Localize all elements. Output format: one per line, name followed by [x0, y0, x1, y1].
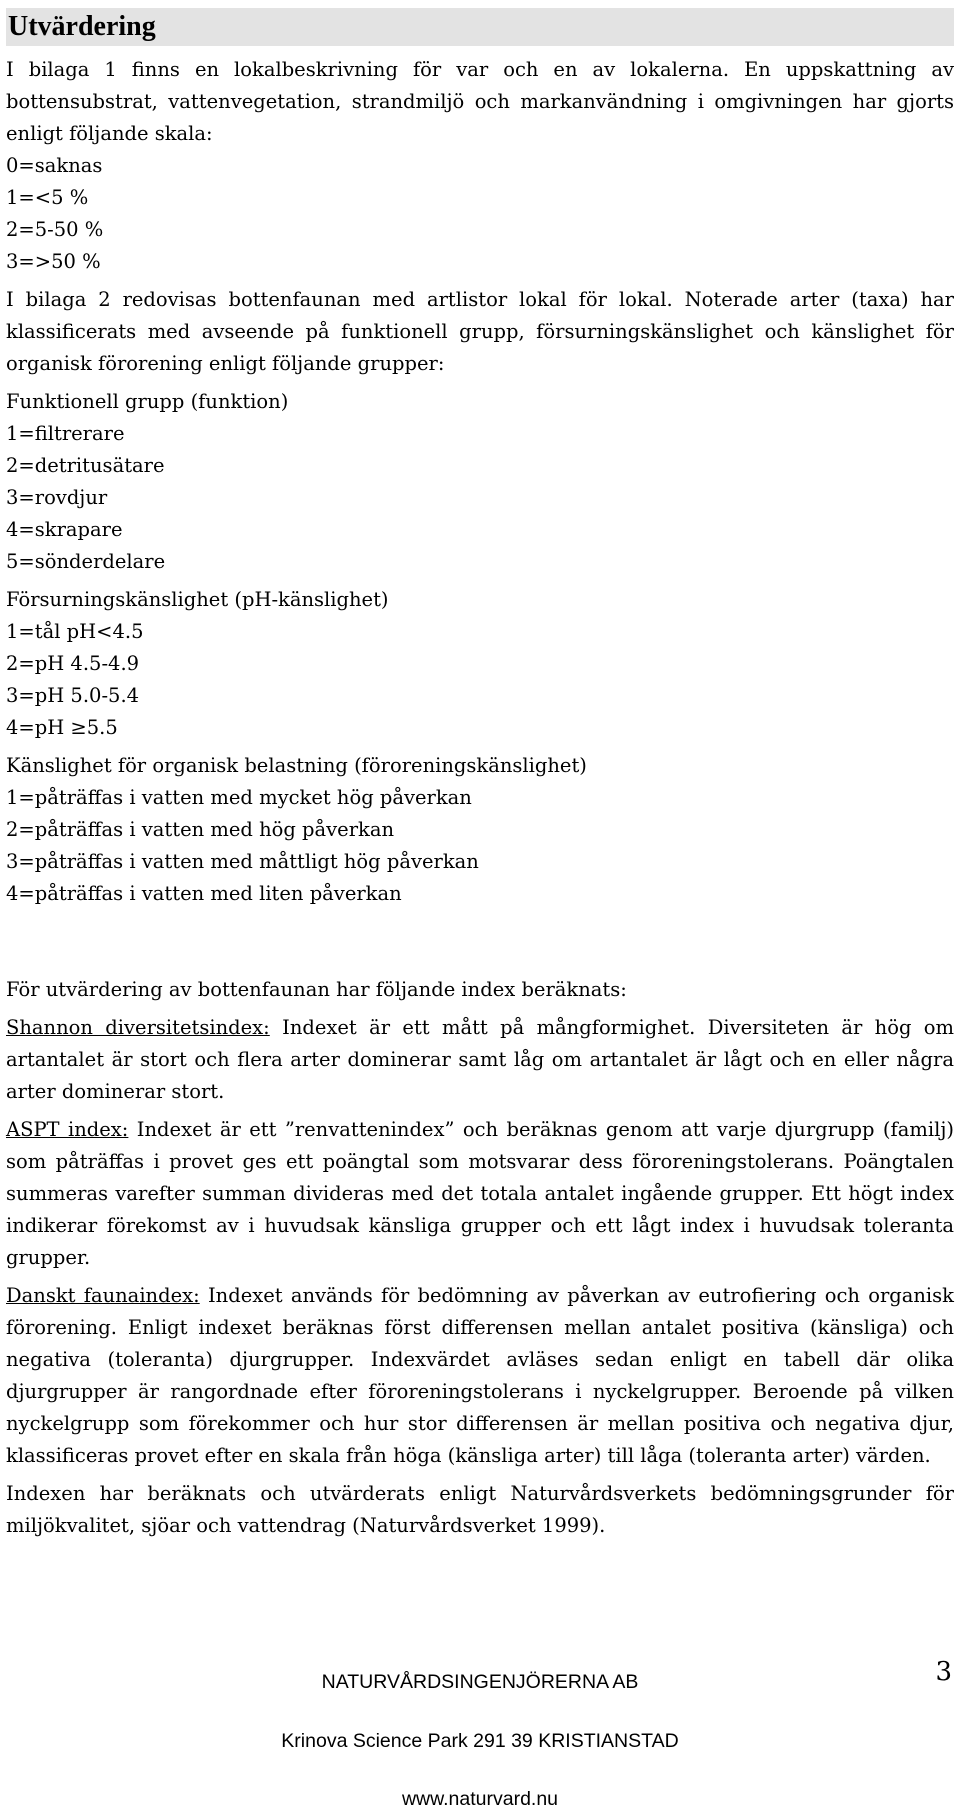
functional-group-item: 1=filtrerare	[6, 422, 125, 445]
scale-item: 2=5-50 %	[6, 218, 104, 241]
functional-group-title: Funktionell grupp (funktion)	[6, 390, 289, 413]
page-number: 3	[935, 1657, 952, 1687]
classification-paragraph: I bilaga 2 redovisas bottenfaunan med artlistor lokal för lokal. Noterade arter (taxa) har klassificerats med avseende på funktionell grupp, försurningskänslighet och känslighet för organisk förorening enligt följande grupper:	[6, 288, 954, 375]
acid-sensitivity-item: 1=tål pH<4.5	[6, 620, 144, 643]
functional-group-list	[6, 386, 954, 578]
scale-item: 1=<5 %	[6, 186, 89, 209]
shannon-text: Indexet är ett mått på mångformighet. Diversiteten är hög om artantalet är stort och flera arter dominerar samt låg om artantalet är lågt och en eller några arter dominerar stort.	[6, 1016, 955, 1103]
organic-sensitivity-item: 3=påträffas i vatten med måttligt hög påverkan	[6, 850, 479, 873]
shannon-label: Shannon diversitetsindex:	[6, 1016, 270, 1039]
organic-sensitivity-title: Känslighet för organisk belastning (föroreningskänslighet)	[6, 754, 587, 777]
aspt-paragraph	[6, 1114, 954, 1274]
acid-sensitivity-item: 4=pH ≥5.5	[6, 716, 118, 739]
document-body	[6, 54, 954, 1542]
scale-list	[6, 150, 954, 278]
functional-group-item: 2=detritusätare	[6, 454, 165, 477]
functional-group-item: 3=rovdjur	[6, 486, 108, 509]
danish-paragraph	[6, 1280, 954, 1472]
acid-sensitivity-item: 3=pH 5.0-5.4	[6, 684, 140, 707]
acid-sensitivity-title: Försurningskänslighet (pH-känslighet)	[6, 588, 389, 611]
organic-sensitivity-item: 1=påträffas i vatten med mycket hög påverkan	[6, 786, 472, 809]
acid-sensitivity-item: 2=pH 4.5-4.9	[6, 652, 140, 675]
danish-label: Danskt faunaindex:	[6, 1284, 200, 1307]
aspt-label: ASPT index:	[6, 1118, 129, 1141]
organic-sensitivity-item: 2=påträffas i vatten med hög påverkan	[6, 818, 395, 841]
footer-web: www.naturvard.nu	[401, 1788, 559, 1810]
document	[6, 8, 954, 46]
functional-group-item: 4=skrapare	[6, 518, 123, 541]
aspt-text: Indexet är ett ”renvattenindex” och beräknas genom att varje djurgrupp (familj) som påträffas i provet ges ett poängtal som motsvarar dess föroreningstolerans. Poängtalen summeras varefter summan divideras med det totala antalet ingående grupper. Ett högt index indikerar förekomst av i huvudsak känsliga grupper och ett lågt index i huvudsak toleranta grupper.	[6, 1118, 954, 1269]
footer-address: Krinova Science Park 291 39 KRISTIANSTAD	[281, 1730, 679, 1752]
organic-sensitivity-item: 4=påträffas i vatten med liten påverkan	[6, 882, 402, 905]
scale-item: 3=>50 %	[6, 250, 101, 273]
functional-group-item: 5=sönderdelare	[6, 550, 166, 573]
page-heading: Utvärdering	[8, 11, 156, 42]
scale-item: 0=saknas	[6, 154, 103, 177]
closing-paragraph: Indexen har beräknats och utvärderats enligt Naturvårdsverkets bedömningsgrunder för miljökvalitet, sjöar och vattendrag (Naturvårdsverket 1999).	[6, 1482, 954, 1537]
shannon-paragraph	[6, 1012, 954, 1108]
index-intro: För utvärdering av bottenfaunan har följande index beräknats:	[6, 978, 627, 1001]
acid-sensitivity-list	[6, 584, 954, 744]
heading-bar	[6, 8, 954, 46]
organic-sensitivity-list	[6, 750, 954, 910]
footer-company: NATURVÅRDSINGENJÖRERNA AB	[321, 1671, 639, 1693]
danish-text: Indexet används för bedömning av påverkan av eutrofiering och organisk förorening. Enligt indexet beräknas först differensen mellan antalet positiva (känsliga) och negativa (toleranta) djurgrupper. Indexvärdet avläses sedan enligt en tabell där olika djurgrupper är rangordnade efter föroreningstolerans i nyckelgrupper. Beroende på vilken nyckelgrupp som förekommer och hur stor differensen är mellan positiva och negativa djur, klassificeras provet efter en skala från höga (känsliga arter) till låga (toleranta arter) värden.	[6, 1284, 954, 1467]
intro-paragraph: I bilaga 1 finns en lokalbeskrivning för var och en av lokalerna. En uppskattning av bottensubstrat, vattenvegetation, strandmiljö och markanvändning i omgivningen har gjorts enligt följande skala:	[6, 58, 954, 145]
